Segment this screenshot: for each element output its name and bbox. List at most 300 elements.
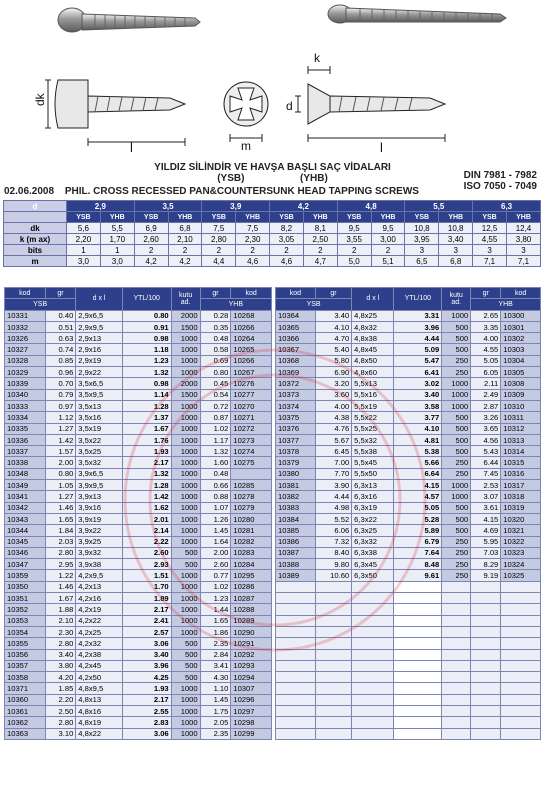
empty-cell — [276, 638, 316, 649]
col-gr-2: gr — [200, 288, 231, 299]
table-cell: 1000 — [171, 400, 200, 411]
subtitle — [4, 186, 419, 197]
table-cell: 1000 — [171, 412, 200, 423]
table-cell: 2.00 — [200, 547, 231, 558]
table-cell: 10305 — [501, 367, 541, 378]
table-cell: 1500 — [171, 321, 200, 332]
dims-cell: 4,6 — [236, 256, 270, 267]
table-cell: 1.57 — [45, 446, 76, 457]
empty-cell — [315, 626, 351, 637]
empty-cell — [352, 717, 394, 728]
dims-cell: 1,70 — [100, 234, 134, 245]
table-cell: 500 — [442, 502, 471, 513]
table-cell: 0.48 — [200, 333, 231, 344]
table-cell: 3.40 — [315, 310, 351, 321]
table-cell: 10292 — [231, 649, 272, 660]
table-cell: 2,9x13 — [76, 333, 122, 344]
table-cell: 10341 — [5, 491, 46, 502]
table-cell: 500 — [442, 525, 471, 536]
table-row — [5, 491, 272, 502]
table-cell: 6.44 — [471, 457, 501, 468]
table-cell: 0.77 — [200, 570, 231, 581]
dims-cell: 2,30 — [236, 234, 270, 245]
dims-cell: 6,8 — [439, 256, 473, 267]
table-cell: 10351 — [5, 593, 46, 604]
empty-row — [276, 604, 541, 615]
table-row — [276, 434, 541, 445]
table-cell: 10308 — [501, 378, 541, 389]
table-cell: 10298 — [231, 717, 272, 728]
dims-cell: 2,10 — [168, 234, 202, 245]
table-cell: 2.83 — [122, 717, 171, 728]
table-cell: 10318 — [501, 491, 541, 502]
dims-type-ysb: YSB — [202, 212, 236, 223]
empty-row — [276, 660, 541, 671]
col-kod: kod — [5, 288, 46, 299]
empty-cell — [442, 728, 471, 739]
table-cell: 1000 — [442, 491, 471, 502]
dims-size: 4,8 — [337, 201, 405, 212]
table-row — [5, 559, 272, 570]
table-cell: 1000 — [171, 513, 200, 524]
table-cell: 4,2x16 — [76, 593, 122, 604]
table-cell: 10307 — [231, 683, 272, 694]
empty-cell — [352, 581, 394, 592]
pan-head-drawing — [45, 80, 185, 146]
empty-cell — [315, 683, 351, 694]
empty-row — [276, 649, 541, 660]
table-cell: 10265 — [231, 344, 272, 355]
empty-cell — [471, 683, 501, 694]
table-cell: 9.80 — [315, 559, 351, 570]
table-cell: 10314 — [501, 446, 541, 457]
table-cell: 5.66 — [394, 457, 442, 468]
empty-cell — [276, 728, 316, 739]
table-row — [276, 491, 541, 502]
table-cell: 500 — [442, 434, 471, 445]
table-cell: 2.10 — [45, 615, 76, 626]
empty-cell — [394, 581, 442, 592]
table-cell: 1.05 — [45, 480, 76, 491]
empty-cell — [352, 649, 394, 660]
table-cell: 3,5x6,5 — [76, 378, 122, 389]
table-cell: 5.80 — [315, 355, 351, 366]
dims-cell: 3 — [439, 245, 473, 256]
table-cell: 6,3x45 — [352, 559, 394, 570]
empty-cell — [471, 728, 501, 739]
table-cell: 500 — [442, 446, 471, 457]
table-row — [276, 536, 541, 547]
empty-cell — [276, 672, 316, 683]
empty-cell — [315, 604, 351, 615]
table-cell: 6,3x22 — [352, 513, 394, 524]
empty-row — [276, 728, 541, 739]
table-row — [5, 423, 272, 434]
table-cell: 10340 — [5, 389, 46, 400]
table-cell: 4,8x50 — [352, 355, 394, 366]
table-cell: 10374 — [276, 400, 316, 411]
table-cell: 2.84 — [200, 649, 231, 660]
table-cell: 1.28 — [122, 400, 171, 411]
table-cell: 10320 — [501, 513, 541, 524]
table-cell: 0.80 — [200, 367, 231, 378]
table-cell: 4.20 — [45, 672, 76, 683]
table-cell: 10334 — [5, 412, 46, 423]
table-cell: 3.41 — [200, 660, 231, 671]
table-cell: 2.80 — [45, 717, 76, 728]
table-cell: 10359 — [5, 570, 46, 581]
empty-cell — [276, 694, 316, 705]
table-cell: 4,2x38 — [76, 649, 122, 660]
table-cell: 5,5x38 — [352, 446, 394, 457]
empty-cell — [352, 626, 394, 637]
table-cell: 5.43 — [471, 446, 501, 457]
table-cell: 3.31 — [394, 310, 442, 321]
table-cell: 250 — [442, 559, 471, 570]
empty-cell — [501, 604, 541, 615]
table-cell: 500 — [442, 333, 471, 344]
cross-recess-drawing — [224, 82, 268, 142]
table-cell: 1000 — [171, 355, 200, 366]
table-cell: 1.67 — [45, 593, 76, 604]
table-cell: 250 — [442, 367, 471, 378]
table-cell: 1000 — [171, 480, 200, 491]
table-cell: 1.32 — [122, 367, 171, 378]
empty-cell — [501, 683, 541, 694]
table-cell: 1.76 — [122, 434, 171, 445]
table-cell: 2.01 — [122, 513, 171, 524]
screw-drawings — [0, 0, 545, 160]
table-cell: 10303 — [501, 344, 541, 355]
dims-cell: 1 — [67, 245, 101, 256]
empty-row — [276, 717, 541, 728]
table-cell: 2000 — [171, 310, 200, 321]
table-cell: 10365 — [276, 321, 316, 332]
table-cell: 4,8x19 — [76, 717, 122, 728]
table-cell: 4,2x19 — [76, 604, 122, 615]
dims-cell: 3,05 — [270, 234, 304, 245]
table-cell: 2.65 — [471, 310, 501, 321]
table-cell: 0.45 — [200, 378, 231, 389]
table-cell: 6.90 — [315, 367, 351, 378]
table-cell: 10338 — [5, 457, 46, 468]
table-cell: 10360 — [5, 694, 46, 705]
table-row — [5, 626, 272, 637]
table-cell: 10288 — [231, 604, 272, 615]
table-cell: 1.02 — [200, 581, 231, 592]
empty-cell — [471, 626, 501, 637]
table-row — [276, 468, 541, 479]
table-cell: 250 — [442, 570, 471, 581]
table-cell: 6.64 — [394, 468, 442, 479]
table-cell: 10277 — [231, 389, 272, 400]
table-cell: 3,9x19 — [76, 513, 122, 524]
table-cell: 1000 — [442, 310, 471, 321]
table-cell: 1000 — [171, 367, 200, 378]
empty-cell — [352, 615, 394, 626]
dims-type-ysb: YSB — [337, 212, 371, 223]
empty-cell — [442, 593, 471, 604]
dims-cell: 3,00 — [371, 234, 405, 245]
table-cell: 1000 — [442, 400, 471, 411]
dims-cell: 2 — [270, 245, 304, 256]
dims-cell: 2 — [134, 245, 168, 256]
table-cell: 2.93 — [122, 559, 171, 570]
table-cell: 10282 — [231, 536, 272, 547]
dims-cell: 3,95 — [405, 234, 439, 245]
table-cell: 10371 — [5, 683, 46, 694]
dims-type-yhb: YHB — [371, 212, 405, 223]
table-cell: 10356 — [5, 649, 46, 660]
col-ysb: YSB — [276, 299, 352, 310]
col-gr: gr — [315, 288, 351, 299]
empty-cell — [471, 694, 501, 705]
standards — [464, 170, 537, 192]
table-row — [276, 412, 541, 423]
table-cell: 0.74 — [45, 344, 76, 355]
dims-type-spacer — [4, 212, 67, 223]
col-yhb: YHB — [471, 299, 541, 310]
table-cell: 1.65 — [45, 513, 76, 524]
table-cell: 500 — [171, 672, 200, 683]
dims-cell: 2 — [371, 245, 405, 256]
dims-type-yhb: YHB — [168, 212, 202, 223]
empty-cell — [501, 638, 541, 649]
title-line-2: (YSB) (YHB) — [217, 173, 328, 184]
dims-cell: 2 — [236, 245, 270, 256]
table-row — [276, 378, 541, 389]
table-cell: 4.30 — [200, 672, 231, 683]
dims-cell: 3,0 — [100, 256, 134, 267]
table-cell: 500 — [442, 344, 471, 355]
table-cell: 10388 — [276, 559, 316, 570]
table-cell: 6.06 — [315, 525, 351, 536]
empty-cell — [471, 615, 501, 626]
table-cell: 10335 — [5, 423, 46, 434]
table-cell: 3,5x19 — [76, 423, 122, 434]
dims-cell: 4,55 — [473, 234, 507, 245]
table-cell: 10347 — [5, 559, 46, 570]
dims-cell: 3 — [473, 245, 507, 256]
table-cell: 6.45 — [315, 446, 351, 457]
empty-row — [276, 638, 541, 649]
col-dxl: d x l — [352, 288, 394, 311]
table-cell: 10364 — [276, 310, 316, 321]
table-row — [5, 660, 272, 671]
table-cell: 0.28 — [200, 310, 231, 321]
empty-cell — [442, 660, 471, 671]
table-cell: 4.56 — [471, 434, 501, 445]
table-row — [5, 412, 272, 423]
table-cell: 10301 — [501, 321, 541, 332]
empty-cell — [276, 604, 316, 615]
col-dxl: d x l — [76, 288, 122, 311]
dims-cell: 2,80 — [202, 234, 236, 245]
table-cell: 10279 — [231, 502, 272, 513]
empty-cell — [501, 728, 541, 739]
table-row — [5, 694, 272, 705]
table-row — [5, 513, 272, 524]
table-cell: 5.52 — [315, 513, 351, 524]
table-cell: 2,9x16 — [76, 344, 122, 355]
empty-cell — [315, 660, 351, 671]
empty-cell — [501, 626, 541, 637]
table-cell: 3.77 — [394, 412, 442, 423]
empty-cell — [442, 638, 471, 649]
table-cell: 5.05 — [394, 502, 442, 513]
table-cell: 10344 — [5, 525, 46, 536]
table-cell: 1.62 — [122, 502, 171, 513]
table-row — [5, 604, 272, 615]
table-cell: 1500 — [171, 389, 200, 400]
table-cell: 1.28 — [122, 480, 171, 491]
table-cell: 6,3x13 — [352, 480, 394, 491]
table-cell: 2.14 — [122, 525, 171, 536]
table-cell: 4,8x32 — [352, 321, 394, 332]
empty-cell — [352, 705, 394, 716]
table-cell: 2.35 — [200, 728, 231, 739]
table-cell: 10322 — [501, 536, 541, 547]
dims-cell: 4,4 — [202, 256, 236, 267]
table-cell: 10379 — [276, 457, 316, 468]
table-cell: 8.29 — [471, 559, 501, 570]
table-cell: 1.17 — [200, 434, 231, 445]
table-cell: 500 — [442, 513, 471, 524]
empty-cell — [315, 649, 351, 660]
table-cell: 10319 — [501, 502, 541, 513]
table-cell: 2,9x6,5 — [76, 310, 122, 321]
countersunk-screw-photo — [328, 5, 506, 23]
table-cell: 4,8x45 — [352, 344, 394, 355]
table-cell: 1000 — [171, 626, 200, 637]
table-cell: 10276 — [231, 378, 272, 389]
table-row — [5, 333, 272, 344]
dims-type-yhb: YHB — [439, 212, 473, 223]
dims-cell: 3,55 — [337, 234, 371, 245]
empty-cell — [352, 728, 394, 739]
table-cell: 10361 — [5, 705, 46, 716]
empty-cell — [352, 638, 394, 649]
table-cell: 1.93 — [122, 446, 171, 457]
table-cell: 4.00 — [471, 333, 501, 344]
table-cell: 10272 — [231, 423, 272, 434]
table-cell: 2.00 — [45, 457, 76, 468]
table-row — [5, 468, 272, 479]
table-cell: 10294 — [231, 672, 272, 683]
table-row — [276, 321, 541, 332]
table-cell: 2.49 — [471, 389, 501, 400]
dims-cell: 4,2 — [134, 256, 168, 267]
table-cell: 10309 — [501, 389, 541, 400]
table-cell: 10304 — [501, 355, 541, 366]
table-cell: 2.20 — [45, 694, 76, 705]
empty-cell — [276, 705, 316, 716]
col-kutu: kutu ad. — [171, 288, 200, 311]
table-cell: 10311 — [501, 412, 541, 423]
dims-cell: 2 — [202, 245, 236, 256]
table-cell: 500 — [171, 559, 200, 570]
table-cell: 5.67 — [315, 434, 351, 445]
dims-cell: 12,5 — [473, 223, 507, 234]
table-row — [5, 400, 272, 411]
table-cell: 1.27 — [45, 423, 76, 434]
empty-cell — [352, 694, 394, 705]
table-cell: 3,5x25 — [76, 446, 122, 457]
table-cell: 10327 — [5, 344, 46, 355]
table-cell: 10283 — [231, 547, 272, 558]
empty-row — [276, 705, 541, 716]
table-cell: 10363 — [5, 728, 46, 739]
table-cell: 3,5x9,5 — [76, 389, 122, 400]
table-cell: 10386 — [276, 536, 316, 547]
table-cell: 2.17 — [122, 604, 171, 615]
empty-cell — [315, 728, 351, 739]
table-cell: 0.54 — [200, 389, 231, 400]
table-cell: 7.45 — [471, 468, 501, 479]
table-cell: 10345 — [5, 536, 46, 547]
table-cell: 4.69 — [471, 525, 501, 536]
table-cell: 3,9x38 — [76, 559, 122, 570]
k-label: k — [314, 51, 320, 65]
table-cell: 10310 — [501, 400, 541, 411]
empty-cell — [276, 717, 316, 728]
dims-d-label: d — [4, 201, 67, 212]
empty-cell — [315, 694, 351, 705]
table-cell: 10299 — [231, 728, 272, 739]
table-cell: 1.89 — [122, 593, 171, 604]
table-cell: 3,5x32 — [76, 457, 122, 468]
empty-cell — [471, 649, 501, 660]
table-cell: 0.87 — [200, 412, 231, 423]
dims-cell: 5,5 — [100, 223, 134, 234]
empty-cell — [394, 626, 442, 637]
table-cell: 250 — [442, 547, 471, 558]
table-cell: 250 — [442, 536, 471, 547]
table-cell: 4,8x38 — [352, 333, 394, 344]
table-cell: 1000 — [442, 378, 471, 389]
empty-row — [276, 615, 541, 626]
empty-cell — [442, 649, 471, 660]
dims-cell: 2,50 — [303, 234, 337, 245]
empty-row — [276, 694, 541, 705]
table-cell: 10293 — [231, 660, 272, 671]
countersunk-drawing — [295, 66, 445, 142]
table-cell: 2.60 — [200, 559, 231, 570]
table-cell: 500 — [171, 660, 200, 671]
table-cell: 4.70 — [315, 333, 351, 344]
table-row — [5, 728, 272, 739]
table-cell: 1000 — [442, 480, 471, 491]
empty-cell — [471, 705, 501, 716]
dims-cell: 4,7 — [303, 256, 337, 267]
empty-cell — [471, 593, 501, 604]
table-cell: 4,2x50 — [76, 672, 122, 683]
empty-row — [276, 672, 541, 683]
table-cell: 1000 — [442, 389, 471, 400]
table-cell: 10389 — [276, 570, 316, 581]
dims-cell: 8,2 — [270, 223, 304, 234]
table-cell: 3.61 — [471, 502, 501, 513]
price-table-left — [4, 287, 272, 740]
table-cell: 0.85 — [45, 355, 76, 366]
table-cell: 1000 — [171, 728, 200, 739]
table-cell: 3,9x9,5 — [76, 480, 122, 491]
dims-cell: 6,9 — [134, 223, 168, 234]
dims-row-label: k (m ax) — [4, 234, 67, 245]
table-cell: 2,9x9,5 — [76, 321, 122, 332]
table-row — [5, 480, 272, 491]
table-cell: 10296 — [231, 694, 272, 705]
